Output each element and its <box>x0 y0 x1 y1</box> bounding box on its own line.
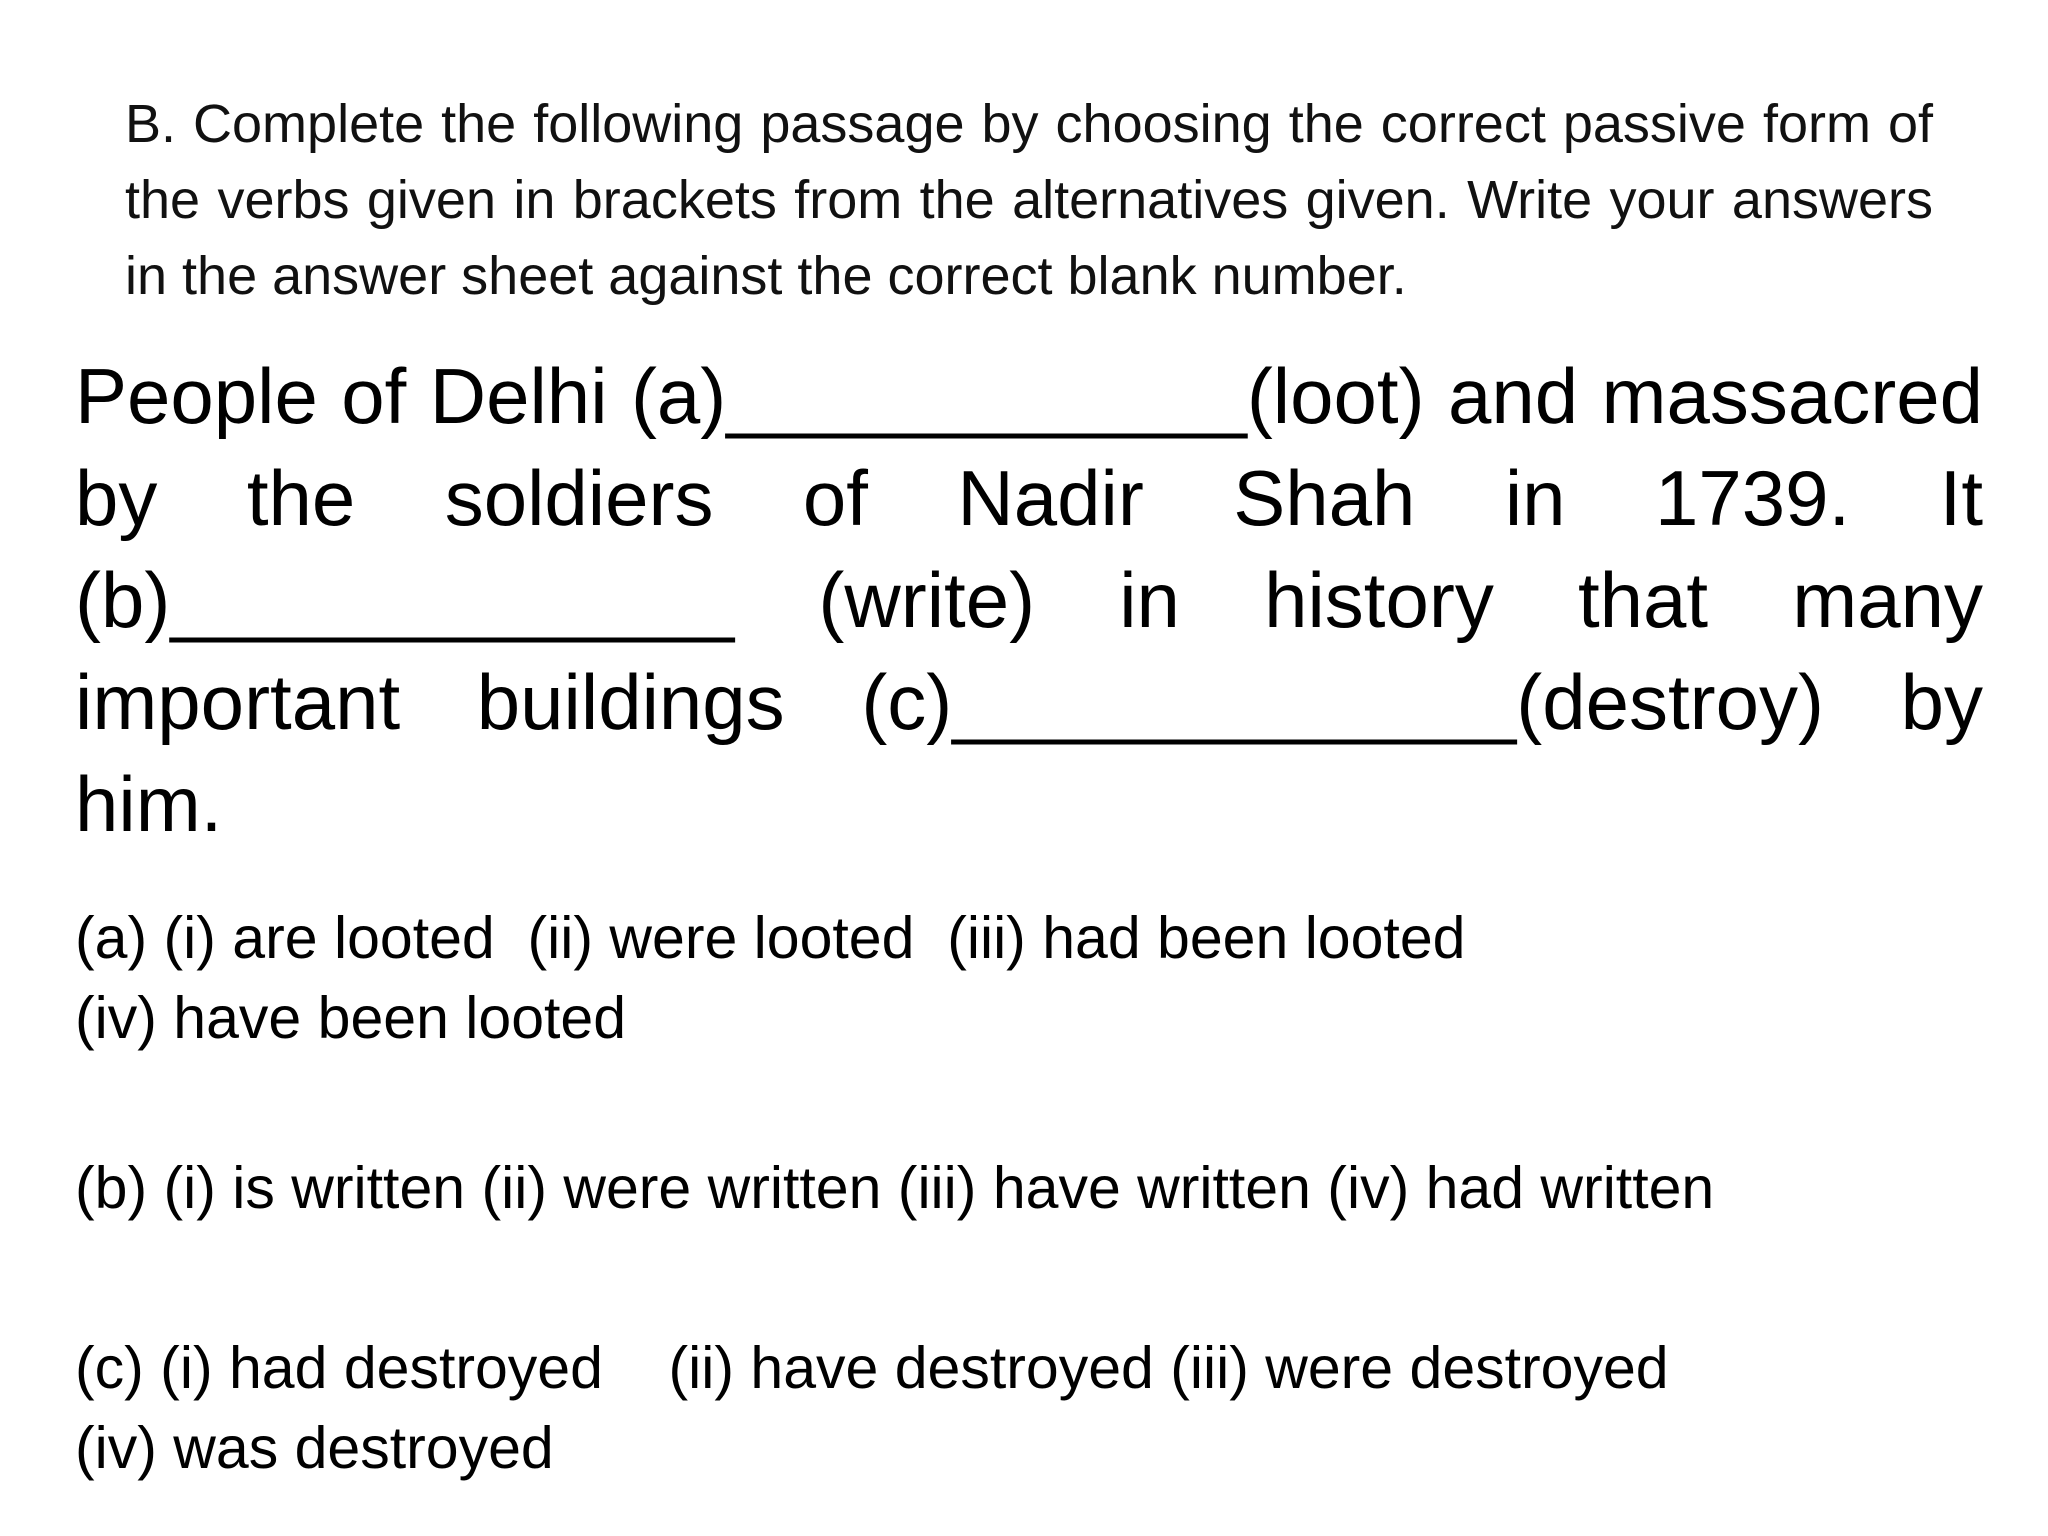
passage-text: People of Delhi (a)____________(loot) and massacred by the soldiers of Nadir Shah in 1739. It (b)_____________ (write) in history that many important buildings (c)_____________(destroy) by him. <box>75 352 1983 848</box>
option-c-line-1: (c) (i) had destroyed (ii) have destroyed (iii) were destroyed <box>75 1335 1669 1401</box>
option-b-line-1: (b) (i) is written (ii) were written (iii) have written (iv) had written <box>75 1155 1715 1221</box>
option-a-line-1: (a) (i) are looted (ii) were looted (iii) had been looted <box>75 905 1466 971</box>
instructions-text: B. Complete the following passage by choosing the correct passive form of the verbs given in brackets from the alternatives given. Write your answers in the answer sheet against the correct blank number. <box>125 94 1933 306</box>
option-group-b <box>75 1148 1975 1228</box>
option-c-line-2: (iv) was destroyed <box>75 1415 554 1481</box>
option-group-c <box>75 1328 1975 1488</box>
option-group-a <box>75 898 1975 1058</box>
option-a-line-2: (iv) have been looted <box>75 985 627 1051</box>
